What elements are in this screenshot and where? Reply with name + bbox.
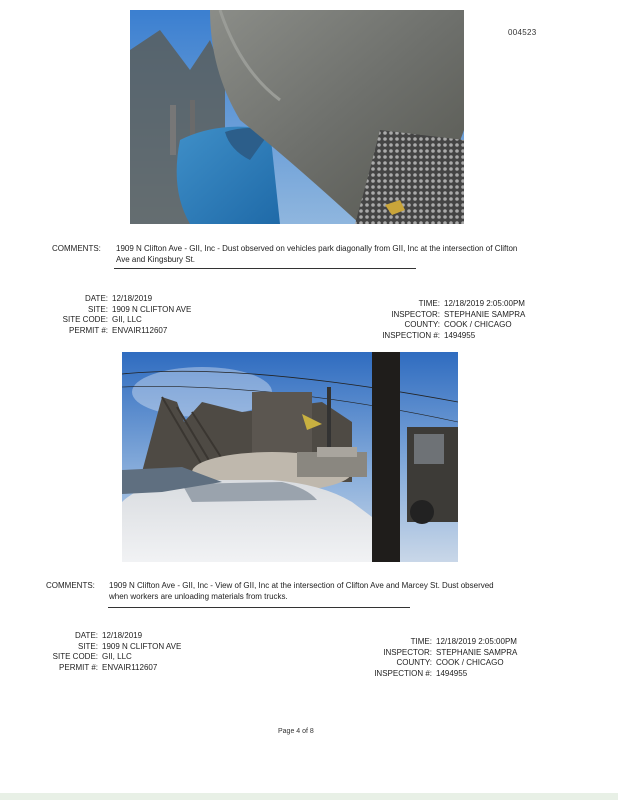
inspection-value: 1494955 xyxy=(444,330,476,340)
comments-label: COMMENTS: xyxy=(46,581,95,590)
comments-underline xyxy=(114,268,416,269)
permit-label: PERMIT #: xyxy=(69,325,108,335)
site-label: SITE: xyxy=(77,641,98,651)
document-number: 004523 xyxy=(508,28,537,37)
county-value: COOK / CHICAGO xyxy=(444,320,512,329)
inspector-value: STEPHANIE SAMPRA xyxy=(444,309,526,319)
photo-street-view xyxy=(122,352,458,562)
permit-value: ENVAIR112607 xyxy=(102,662,158,672)
permit-value: ENVAIR112607 xyxy=(112,325,168,335)
info-right-2 xyxy=(0,637,518,679)
site-code-label: SITE CODE: xyxy=(52,652,98,661)
inspection-label: INSPECTION #: xyxy=(382,330,440,340)
scan-edge-strip xyxy=(0,793,618,800)
county-label: COUNTY: xyxy=(404,320,440,329)
county-value: COOK / CHICAGO xyxy=(436,658,504,667)
time-label: TIME: xyxy=(418,299,440,308)
time-value: 12/18/2019 2:05:00PM xyxy=(436,637,517,646)
comments-label: COMMENTS: xyxy=(52,244,101,253)
date-label: DATE: xyxy=(75,631,98,640)
date-value: 12/18/2019 xyxy=(102,631,143,640)
time-label: TIME: xyxy=(410,637,432,646)
date-label: DATE: xyxy=(85,294,108,303)
site-label: SITE: xyxy=(87,304,108,314)
site-code-label: SITE CODE: xyxy=(62,315,108,324)
county-label: COUNTY: xyxy=(396,658,432,667)
comments-text: 1909 N Clifton Ave - GII, Inc - View of GII, Inc at the intersection of Clifton Ave and Marcey St. Dust observed when workers are unloading materials from trucks. xyxy=(109,581,494,601)
date-value: 12/18/2019 xyxy=(112,294,153,303)
time-value: 12/18/2019 2:05:00PM xyxy=(444,299,525,308)
inspector-label: INSPECTOR: xyxy=(383,647,432,657)
inspector-value: STEPHANIE SAMPRA xyxy=(436,647,518,657)
comments-underline xyxy=(108,607,410,608)
inspection-value: 1494955 xyxy=(436,668,468,678)
site-value: 1909 N CLIFTON AVE xyxy=(112,304,192,314)
inspector-label: INSPECTOR: xyxy=(391,309,440,319)
site-code-value: GII, LLC xyxy=(102,652,132,661)
photo-dusty-vehicle xyxy=(130,10,464,224)
info-right-1 xyxy=(0,299,526,341)
site-code-value: GII, LLC xyxy=(112,315,142,324)
site-value: 1909 N CLIFTON AVE xyxy=(102,641,182,651)
inspection-label: INSPECTION #: xyxy=(374,668,432,678)
comments-text: 1909 N Clifton Ave - GII, Inc - Dust observed on vehicles park diagonally from GII, Inc at the intersection of Clifton Ave and Kingsbury St. xyxy=(116,244,518,264)
page-number: Page 4 of 8 xyxy=(278,728,314,735)
permit-label: PERMIT #: xyxy=(59,662,98,672)
